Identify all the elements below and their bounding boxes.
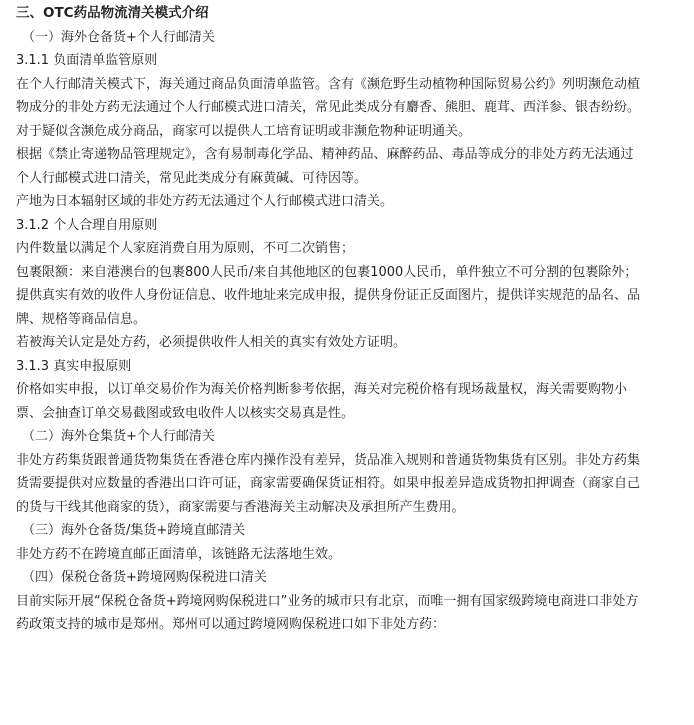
- paragraph-line: 在个人行邮清关模式下，海关通过商品负面清单监管。含有《濒危野生动植物种国际贸易公约》列明濒危动植: [16, 76, 641, 92]
- paragraph-line: 药政策支持的城市是郑州。郑州可以通过跨境网购保税进口如下非处方药：: [16, 617, 446, 632]
- section-heading: 三、OTC药品物流清关模式介绍: [16, 5, 209, 21]
- subsection-heading-3: （三）海外仓备货/集货+跨境直邮清关: [22, 523, 246, 538]
- subsection-heading-1: （一）海外仓备货+个人行邮清关: [22, 29, 215, 45]
- paragraph-line: 个人行邮模式进口清关，常见此类成分有麻黄碱、可待因等。: [16, 170, 368, 186]
- subsection-heading-4: （四）保税仓备货+跨境网购保税进口清关: [22, 570, 267, 585]
- paragraph-line: 物成分的非处方药无法通过个人行邮模式进口清关，常见此类成分有麝香、熊胆、鹿茸、西洋参、银杏纷纷。: [16, 100, 641, 115]
- paragraph-line: 票、会抽查订单交易截图或致电收件人以核实交易真是性。: [16, 405, 355, 421]
- subsection-heading-2: （二）海外仓集货+个人行邮清关: [22, 429, 215, 444]
- paragraph-line: 非处方药不在跨境直邮正面清单，该链路无法落地生效。: [16, 546, 342, 562]
- paragraph-line: 非处方药集货跟普通货物集货在香港仓库内操作没有差异，货品准入规则和普通货物集货有区别。非处方药集: [16, 452, 641, 468]
- paragraph-line: 牌、规格等商品信息。: [16, 311, 147, 327]
- clause-heading-3-1-3: 3.1.3 真实申报原则: [16, 358, 132, 374]
- clause-heading-3-1-1: 3.1.1 负面清单监管原则: [16, 53, 158, 68]
- paragraph-line: 提供真实有效的收件人身份证信息、收件地址来完成申报，提供身份证正反面图片，提供详实规范的品名、品: [16, 288, 641, 303]
- paragraph-line: 对于疑似含濒危成分商品，商家可以提供人工培育证明或非濒危物种证明通关。: [16, 123, 472, 139]
- paragraph-line: 若被海关认定是处方药，必须提供收件人相关的真实有效处方证明。: [16, 335, 407, 350]
- paragraph-line: 货需要提供对应数量的香港出口许可证，商家需要确保货证相符。如果申报差异造成货物扣押调查（商家自己: [16, 476, 641, 491]
- paragraph-line: 产地为日本辐射区域的非处方药无法通过个人行邮模式进口清关。: [16, 194, 394, 209]
- paragraph-line: 的货与干线其他商家的货），商家需要与香港海关主动解决及承担所产生费用。: [16, 499, 465, 515]
- paragraph-line: 包裹限额：来自港澳台的包裹800人民币/来自其他地区的包裹1000人民币，单件独立不可分割的包裹除外；: [16, 264, 638, 280]
- paragraph-line: 根据《禁止寄递物品管理规定》，含有易制毒化学品、精神药品、麻醉药品、毒品等成分的非处方药无法通过: [16, 147, 634, 162]
- paragraph-line: 目前实际开展“保税仓备货+跨境网购保税进口”业务的城市只有北京，而唯一拥有国家级跨境电商进口非处方: [16, 593, 639, 609]
- clause-heading-3-1-2: 3.1.2 个人合理自用原则: [16, 217, 158, 233]
- paragraph-line: 内件数量以满足个人家庭消费自用为原则，不可二次销售；: [16, 241, 355, 256]
- paragraph-line: 价格如实申报，以订单交易价作为海关价格判断参考依据，海关对完税价格有现场裁量权，海关需要购物小: [16, 382, 628, 397]
